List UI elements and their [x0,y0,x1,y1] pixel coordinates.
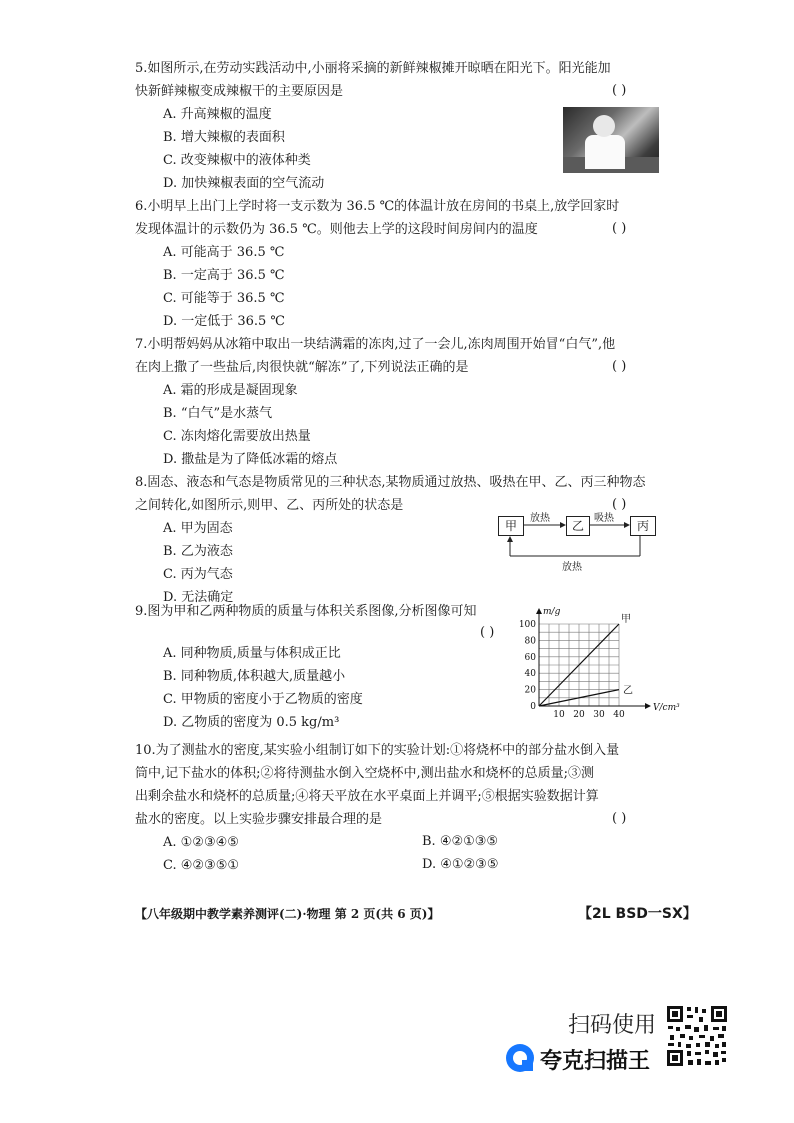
scanner-brand: 夸克扫描王 [540,1049,651,1074]
q6-option-c: C. 可能等于 36.5 ℃ [163,291,285,306]
q9-option-b: B. 同种物质,体积越大,质量越小 [163,669,346,684]
q7-option-b: B. “白气”是水蒸气 [163,406,273,421]
q6-answer-paren: ( ) [612,221,627,236]
y-tick-label: 20 [524,685,536,696]
label-absorb-heat: 吸热 [594,513,614,524]
q5-stem-line1: 5.如图所示,在劳动实践活动中,小丽将采摘的新鲜辣椒摊开晾晒在阳光下。阳光能加 [135,61,611,76]
x-axis-arrow [645,703,651,709]
q7-stem-line1: 7.小明帮妈妈从冰箱中取出一块结满霜的冻肉,过了一会儿,冻肉周围开始冒“白气”,他 [135,337,616,352]
q6-stem-line2: 发现体温计的示数仍为 36.5 ℃。则他去上学的这段时间房间内的温度 [135,222,538,237]
qr-code-icon[interactable] [666,1005,728,1067]
page-footer-info: 【八年级期中教学素养测评(二)·物理 第 2 页(共 6 页)】 [135,907,440,921]
state-box-jia: 甲 [498,516,524,536]
q5-answer-paren: ( ) [612,83,627,98]
q10-option-a: A. ①②③④⑤ [163,835,239,850]
q5-option-d: D. 加快辣椒表面的空气流动 [163,176,325,191]
label-release-heat-1: 放热 [530,513,550,524]
q8-option-c: C. 丙为气态 [163,567,233,582]
q5-option-a: A. 升高辣椒的温度 [163,107,272,122]
label-release-heat-2: 放热 [562,562,582,573]
q10-option-b: B. ④②①③⑤ [422,834,499,849]
series-label: 甲 [621,614,631,625]
q10-stem-line1: 10.为了测盐水的密度,某实验小组制订如下的实验计划:①将烧杯中的部分盐水倒入量 [135,743,620,758]
y-tick-label: 0 [530,702,536,712]
y-tick-label: 80 [524,636,536,647]
exam-code: 【2L BSD一SX】 [578,906,697,922]
q8-stem-line1: 8.固态、液态和气态是物质常见的三种状态,某物质通过放热、吸热在甲、乙、丙三种物态 [135,475,646,490]
x-axis-label: V/cm³ [653,703,680,713]
scan-caption: 扫码使用 [568,1013,657,1038]
q8-answer-paren: ( ) [612,497,627,512]
q8-option-a: A. 甲为固态 [163,521,233,536]
quark-logo-icon [505,1043,535,1073]
x-tick-label: 20 [573,710,585,720]
q7-option-c: C. 冻肉熔化需要放出热量 [163,429,311,444]
y-tick-label: 40 [524,669,536,680]
q10-stem-line2: 筒中,记下盐水的体积;②将待测盐水倒入空烧杯中,测出盐水和烧杯的总质量;③测 [135,766,595,781]
y-tick-label: 60 [524,652,536,663]
q10-answer-paren: ( ) [612,811,627,826]
q7-stem-line2: 在肉上撒了一些盐后,肉很快就“解冻”了,下列说法正确的是 [135,360,469,375]
q6-option-b: B. 一定高于 36.5 ℃ [163,268,285,283]
q5-option-b: B. 增大辣椒的表面积 [163,130,285,145]
x-tick-label: 30 [593,710,605,720]
q5-stem-line2: 快新鲜辣椒变成辣椒干的主要原因是 [135,84,344,99]
q10-stem-line3: 出剩余盐水和烧杯的总质量;④将天平放在水平桌面上并调平;⑤根据实验数据计算 [135,789,599,804]
q9-option-c: C. 甲物质的密度小于乙物质的密度 [163,692,363,707]
q10-stem-line4: 盐水的密度。以上实验步骤安排最合理的是 [135,812,383,827]
q9-stem-line1: 9.图为甲和乙两种物质的质量与体积关系图像,分析图像可知 [135,604,477,619]
state-box-bing: 丙 [630,516,656,536]
q8-option-d: D. 无法确定 [163,590,234,605]
series-label: 乙 [623,685,633,697]
q7-option-a: A. 霜的形成是凝固现象 [163,383,298,398]
y-axis-arrow [536,608,542,614]
state-transition-diagram [490,512,660,572]
mass-volume-chart [515,600,680,720]
pepper-drying-photo [563,107,659,173]
q10-option-d: D. ④①②③⑤ [422,857,499,872]
x-tick-label: 40 [613,710,625,720]
q6-stem-line1: 6.小明早上出门上学时将一支示数为 36.5 ℃的体温计放在房间的书桌上,放学回家时 [135,199,620,214]
q9-option-d: D. 乙物质的密度为 0.5 kg/m³ [163,715,340,730]
y-axis-label: m/g [543,607,561,617]
q6-option-a: A. 可能高于 36.5 ℃ [163,245,285,260]
q7-option-d: D. 撒盐是为了降低冰霜的熔点 [163,452,338,467]
q8-stem-line2: 之间转化,如图所示,则甲、乙、丙所处的状态是 [135,498,404,513]
q6-option-d: D. 一定低于 36.5 ℃ [163,314,285,329]
q8-option-b: B. 乙为液态 [163,544,233,559]
state-box-yi: 乙 [566,516,590,536]
q10-option-c: C. ④②③⑤① [163,858,240,873]
q5-option-c: C. 改变辣椒中的液体种类 [163,153,311,168]
q9-answer-paren: ( ) [480,625,495,640]
chart-axes [536,607,680,713]
x-tick-label: 10 [553,710,565,720]
q9-option-a: A. 同种物质,质量与体积成正比 [163,646,341,661]
q7-answer-paren: ( ) [612,359,627,374]
y-tick-label: 100 [518,620,536,630]
